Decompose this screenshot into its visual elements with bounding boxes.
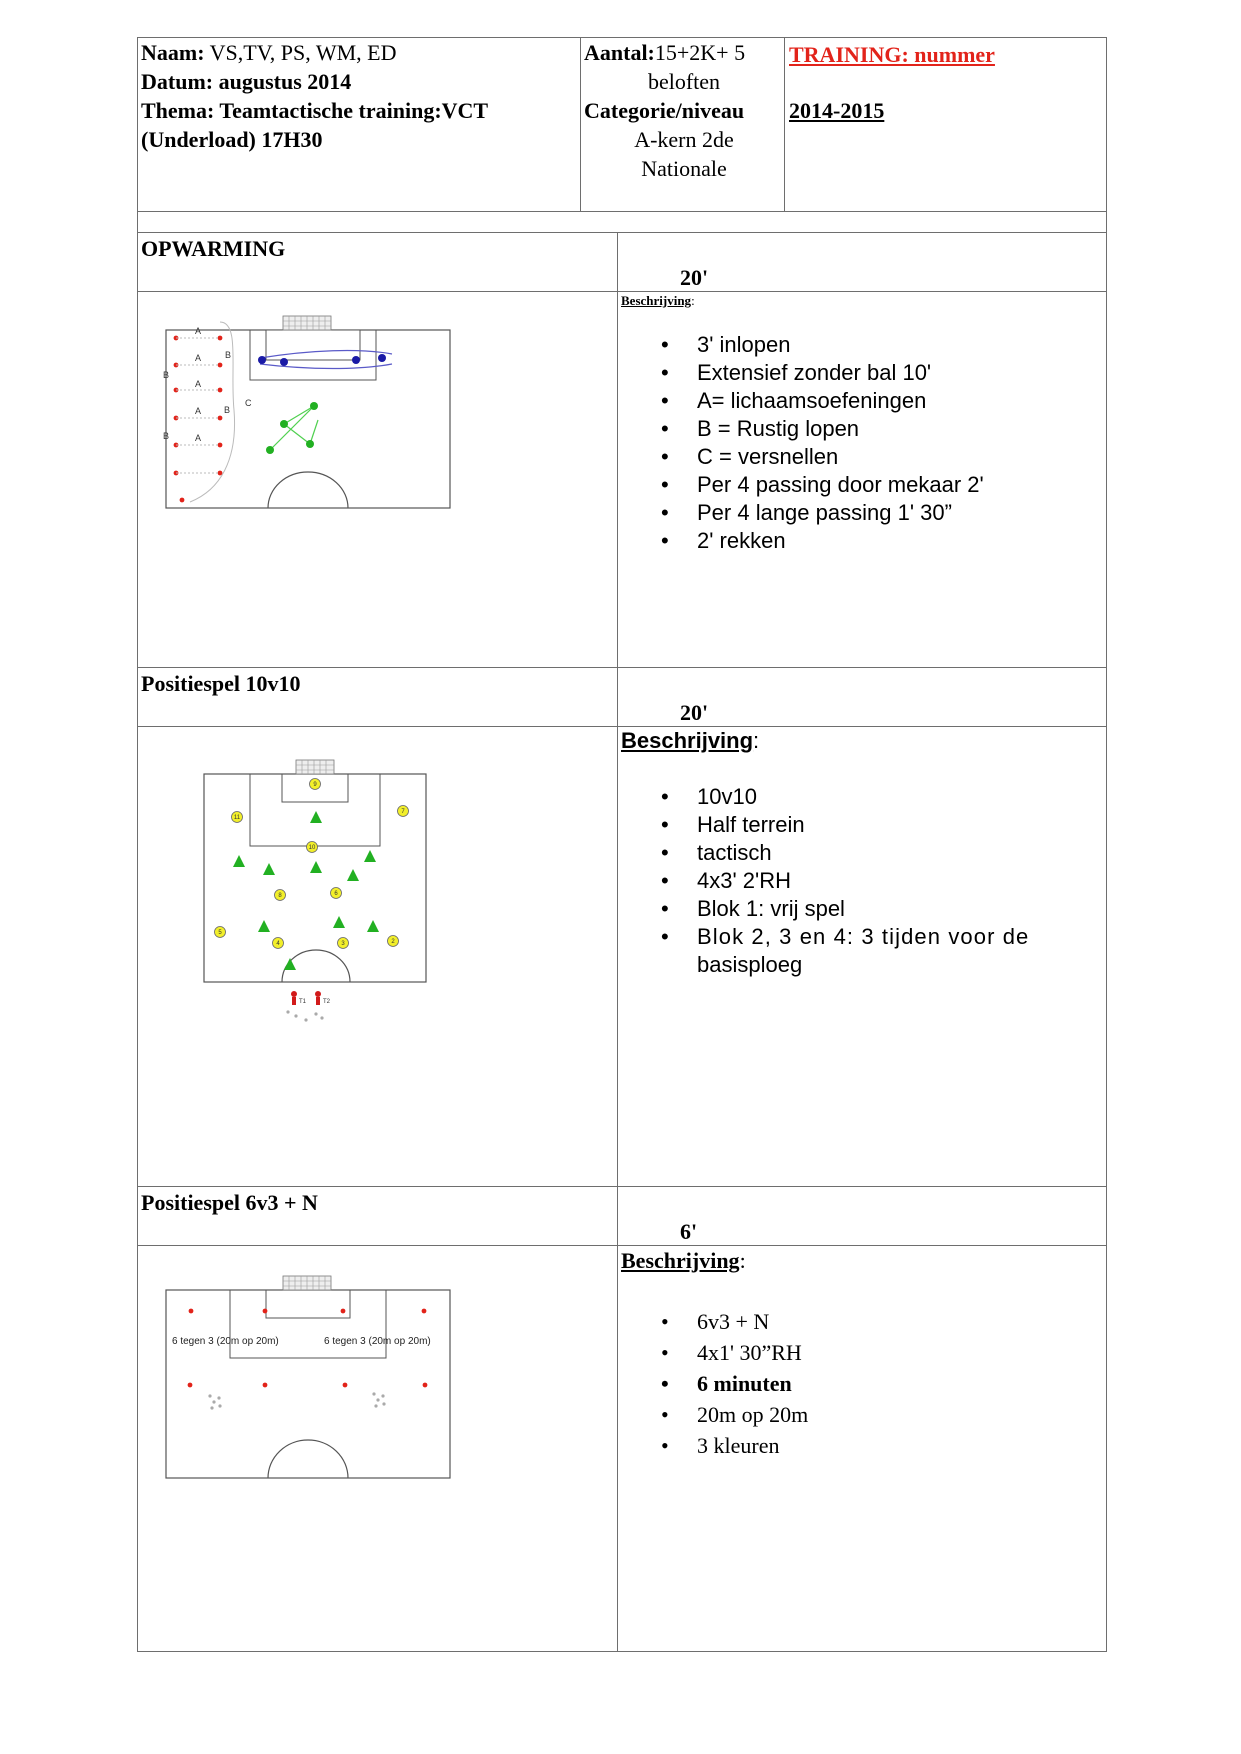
svg-text:A: A bbox=[195, 353, 202, 363]
row-line-1 bbox=[137, 291, 1107, 292]
categorie-label: Categorie/niveau bbox=[584, 98, 745, 123]
positional-10v10-diagram bbox=[198, 752, 438, 1028]
aantal-line-2: beloften bbox=[647, 69, 721, 94]
list-item: • Per 4 lange passing 1' 30” bbox=[661, 500, 952, 525]
svg-text:A: A bbox=[195, 379, 202, 389]
warmup-field-diagram bbox=[160, 310, 460, 520]
naam-label: Naam: bbox=[141, 40, 205, 65]
naam-line bbox=[141, 38, 397, 67]
grid-label: 6 tegen 3 (20m op 20m) bbox=[172, 1336, 279, 1347]
categorie-line-2: Nationale bbox=[641, 156, 727, 181]
player-label: 10 bbox=[308, 845, 316, 851]
list-item: • Extensief zonder bal 10' bbox=[661, 360, 932, 385]
svg-text:B: B bbox=[225, 350, 232, 360]
section-duration-10v10: 20' bbox=[680, 700, 709, 725]
description-label-6v3: Beschrijving: bbox=[621, 1248, 746, 1273]
list-item: • C = versnellen bbox=[661, 444, 839, 469]
section-title-6v3: Positiespel 6v3 + N bbox=[141, 1190, 318, 1215]
player-label: 9 bbox=[313, 782, 317, 788]
svg-text:A: A bbox=[195, 326, 202, 336]
list-item: • Blok 2, 3 en 4: 3 tijden voor de basisploeg bbox=[661, 924, 1030, 977]
item-list-10v10 bbox=[661, 783, 1097, 979]
row-line-2 bbox=[137, 667, 1107, 668]
player-label: 11 bbox=[233, 815, 241, 821]
section-title-10v10: Positiespel 10v10 bbox=[141, 671, 301, 696]
list-item: • tactisch bbox=[661, 840, 772, 865]
section-duration-6v3: 6' bbox=[680, 1219, 698, 1244]
player-label: 5 bbox=[218, 930, 222, 936]
grid-label: 6 tegen 3 (20m op 20m) bbox=[324, 1336, 431, 1347]
trainer-label: T1 bbox=[299, 999, 307, 1005]
header-cell-divider-2 bbox=[784, 37, 785, 212]
aantal-value: 15+2K+ 5 bbox=[654, 40, 746, 65]
list-item: • 3 kleuren bbox=[661, 1433, 780, 1458]
list-item: • 20m op 20m bbox=[661, 1402, 809, 1427]
thema-line-1: Thema: Teamtactische training:VCT bbox=[141, 98, 489, 123]
list-item: • Half terrein bbox=[661, 812, 805, 837]
svg-text:C: C bbox=[245, 398, 252, 408]
spacer-row bbox=[137, 211, 1107, 233]
list-item: • 3' inlopen bbox=[661, 332, 791, 357]
aantal-line bbox=[584, 38, 745, 67]
player-label: 7 bbox=[401, 809, 405, 815]
list-item: • A= lichaamsoefeningen bbox=[661, 388, 927, 413]
description-label-10v10: Beschrijving: bbox=[621, 728, 760, 753]
list-item: • 2' rekken bbox=[661, 528, 786, 553]
list-item: • 4x1' 30”RH bbox=[661, 1340, 802, 1365]
main-col-divider bbox=[617, 232, 618, 1652]
list-item: • B = Rustig lopen bbox=[661, 416, 860, 441]
trainer-label: T2 bbox=[323, 999, 331, 1005]
row-line-4 bbox=[137, 1186, 1107, 1187]
svg-text:B: B bbox=[224, 405, 231, 415]
positional-6v3-diagram bbox=[160, 1270, 460, 1480]
list-item: • 10v10 bbox=[661, 784, 757, 809]
training-number-label: TRAINING: nummer bbox=[789, 42, 995, 67]
svg-text:A: A bbox=[195, 433, 202, 443]
player-label: 6 bbox=[334, 891, 338, 897]
description-label-opwarming: Beschrijving: bbox=[621, 293, 695, 308]
season-label: 2014-2015 bbox=[789, 98, 885, 123]
section-title-opwarming: OPWARMING bbox=[141, 236, 286, 261]
player-label: 3 bbox=[341, 941, 345, 947]
player-label: 2 bbox=[391, 939, 395, 945]
list-item: • 6v3 + N bbox=[661, 1309, 770, 1334]
thema-line-2: (Underload) 17H30 bbox=[141, 127, 323, 152]
item-list-6v3 bbox=[661, 1306, 809, 1461]
svg-text:B: B bbox=[163, 431, 170, 441]
list-item: • 4x3' 2'RH bbox=[661, 868, 791, 893]
section-duration-opwarming: 20' bbox=[680, 265, 709, 290]
item-list-opwarming bbox=[661, 331, 984, 555]
aantal-label: Aantal: bbox=[584, 40, 655, 65]
naam-value: VS,TV, PS, WM, ED bbox=[204, 40, 397, 65]
svg-text:B: B bbox=[163, 370, 170, 380]
player-label: 4 bbox=[276, 941, 280, 947]
svg-text:A: A bbox=[195, 406, 202, 416]
list-item: • Blok 1: vrij spel bbox=[661, 896, 845, 921]
player-label: 8 bbox=[278, 893, 282, 899]
list-item: • 6 minuten bbox=[661, 1371, 792, 1396]
categorie-line-1: A-kern 2de bbox=[634, 127, 734, 152]
datum-line: Datum: augustus 2014 bbox=[141, 69, 352, 94]
list-item: • Per 4 passing door mekaar 2' bbox=[661, 472, 984, 497]
header-cell-divider-1 bbox=[580, 37, 581, 212]
